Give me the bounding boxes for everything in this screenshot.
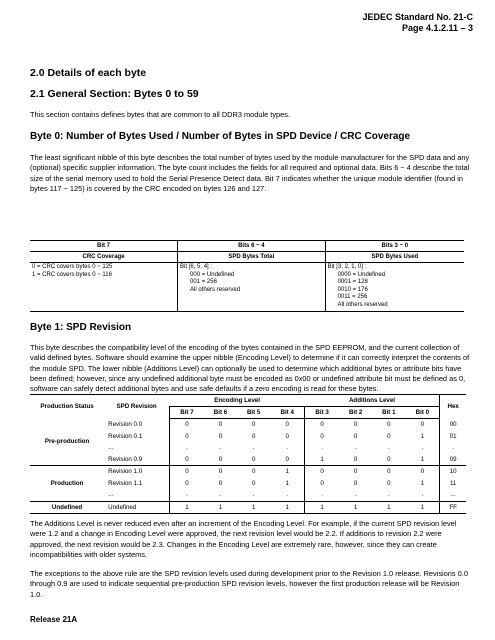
intro-paragraph: This section contains defines bytes that are common to all DDR3 module types. bbox=[30, 110, 291, 119]
header-bit: Bit 4 bbox=[270, 407, 304, 419]
hex-cell: 11 bbox=[440, 478, 466, 490]
bit-cell: . bbox=[204, 489, 237, 501]
section-title: 2.0 Details of each byte bbox=[30, 67, 147, 79]
bit-cell: 0 bbox=[251, 479, 256, 487]
subsection-title: 2.1 General Section: Bytes 0 to 59 bbox=[30, 88, 199, 100]
subheader-spd-bytes-used: SPD Bytes Used bbox=[325, 252, 464, 263]
release-footer: Release 21A bbox=[30, 615, 78, 624]
bit-cell: . bbox=[305, 442, 339, 454]
hex-cell: . bbox=[440, 442, 466, 454]
bit-cell: . bbox=[372, 489, 405, 501]
bit-cell: 0 bbox=[420, 468, 425, 476]
header-bit: Bit 6 bbox=[204, 407, 237, 419]
header-additions-level: Additions Level bbox=[305, 395, 440, 407]
byte1-paragraph: This byte describes the compatibility level of the encoding of the bytes contained in the SPD EEPROM, and the current collection of valid defined bytes. Software should examine the upper nibble (Encoding Level) to determine if it can correctly interpret the contents of the module SPD. The lower nibble (Additions Level) can optionally be used to determine which additional bytes or attribute bits have been defined; however, since any undefined additional byte must be encoded as 0x00 or undefined attribute bit must be defined as 0, software can safely detect additional bytes and use safe defaults if a zero encoding is read for these bytes. bbox=[30, 343, 470, 394]
revision-name: Revision 1.1 bbox=[108, 479, 143, 487]
bit-cell: 0 bbox=[420, 421, 425, 429]
total-line: All others reserved bbox=[190, 286, 241, 293]
bit-cell: 0 bbox=[353, 421, 358, 429]
crc-line: 0 = CRC covers bytes 0 ~ 125 bbox=[32, 264, 113, 270]
header-spd-revision: SPD Revision bbox=[104, 395, 169, 419]
revision-name: ... bbox=[104, 489, 169, 501]
bit-cell: 0 bbox=[285, 421, 289, 429]
crc-coverage-table bbox=[30, 240, 464, 312]
subheader-spd-bytes-total: SPD Bytes Total bbox=[178, 252, 326, 263]
header-bit7: Bit 7 bbox=[30, 241, 178, 252]
header-bits3-0: Bits 3 ~ 0 bbox=[325, 241, 464, 252]
crc-line: 1 = CRC covers bytes 0 ~ 116 bbox=[32, 271, 112, 278]
bit-cell: . bbox=[170, 442, 204, 454]
page-number: Page 4.1.2.11 – 3 bbox=[401, 23, 473, 33]
exceptions-paragraph: The exceptions to the above rule are the SPD revision levels used during development prior to the Revision 1.0 release. Revisions 0.0 through 0.9 are used to indicate sequential pre-production SPD revision levels, however the first production release will be Revision 1.0. bbox=[30, 569, 468, 599]
header-bit: Bit 1 bbox=[372, 407, 405, 419]
bit-cell: . bbox=[421, 444, 424, 452]
header-bit: Bit 5 bbox=[237, 407, 270, 419]
hex-cell: FF bbox=[440, 501, 466, 514]
header-bits6-4: Bits 6 ~ 4 bbox=[178, 241, 326, 252]
bit-cell: 0 bbox=[170, 454, 204, 466]
bit-cell: 0 bbox=[372, 454, 405, 466]
bit-cell: 0 bbox=[251, 421, 256, 429]
header-bit: Bit 3 bbox=[305, 407, 339, 419]
status-pre-production: Pre-production bbox=[30, 419, 104, 466]
bit-cell: 1 bbox=[285, 479, 289, 487]
status-production: Production bbox=[30, 466, 104, 502]
used-line: 0010 = 176 bbox=[337, 286, 368, 293]
byte0-title: Byte 0: Number of Bytes Used / Number of Bytes in SPD Device / CRC Coverage bbox=[30, 131, 411, 142]
bit-cell: . bbox=[270, 489, 304, 501]
spd-bytes-used-cell bbox=[325, 263, 464, 312]
byte0-paragraph: The least significant nibble of this byte describes the total number of bytes used by the module manufacturer for the SPD data and any (optional) specific supplier information. The byte count includes the fields for all required and optional data. Bits 6 ~ 4 describe the total size of the serial memory used to hold the Serial Presence Detect data. Bit 7 indicates whether the unique module identifier (found in bytes 117 ~ 125) is covered by the CRC encoded on bytes 126 and 127. bbox=[30, 153, 470, 193]
revision-name: Revision 0.9 bbox=[104, 454, 169, 466]
revision-name: Revision 0.1 bbox=[108, 432, 143, 440]
byte1-title: Byte 1: SPD Revision bbox=[30, 322, 132, 333]
bit-cell: . bbox=[170, 489, 204, 501]
bit-cell: 1 bbox=[405, 501, 439, 514]
page-header bbox=[362, 12, 473, 34]
header-production-status: Production Status bbox=[30, 395, 104, 419]
subheader-crc-coverage: CRC Coverage bbox=[30, 252, 178, 263]
bit-cell: 1 bbox=[237, 501, 270, 514]
bit-cell: 0 bbox=[305, 478, 339, 490]
bit-cell: 0 bbox=[237, 454, 270, 466]
bit-cell: 0 bbox=[387, 421, 391, 429]
revision-name: Revision 0.0 bbox=[108, 421, 143, 428]
total-line: Bit [6, 5, 4] : bbox=[180, 264, 213, 270]
bit-cell: 0 bbox=[353, 468, 358, 476]
bit-cell: 0 bbox=[353, 432, 358, 440]
bit-cell: 0 bbox=[218, 421, 223, 429]
bit-cell: 0 bbox=[305, 466, 339, 478]
bit-cell: 1 bbox=[372, 501, 405, 514]
bit-cell: 0 bbox=[285, 432, 289, 440]
bit-cell: 1 bbox=[420, 479, 425, 487]
spd-revision-table bbox=[30, 394, 466, 514]
bit-cell: 0 bbox=[387, 479, 391, 487]
bit-cell: 0 bbox=[204, 454, 237, 466]
bit-cell: 0 bbox=[305, 431, 339, 443]
bit-cell: 0 bbox=[353, 479, 358, 487]
bit-cell: 0 bbox=[387, 468, 391, 476]
bit-cell: . bbox=[219, 444, 222, 452]
hex-cell: ... bbox=[440, 489, 466, 501]
bit-cell: 1 bbox=[285, 468, 289, 476]
bit-cell: 0 bbox=[218, 479, 223, 487]
bit-cell: 0 bbox=[251, 468, 256, 476]
header-bit: Bit 2 bbox=[339, 407, 372, 419]
hex-cell: 10 bbox=[440, 466, 466, 478]
total-line: 001 = 256 bbox=[190, 279, 217, 286]
spd-bytes-total-cell bbox=[178, 263, 326, 312]
bit-cell: 0 bbox=[170, 419, 204, 431]
status-undefined: Undefined bbox=[30, 501, 104, 514]
used-line: 0011 = 256 bbox=[337, 294, 368, 301]
header-bit: Bit 0 bbox=[405, 407, 439, 419]
hex-cell: 09 bbox=[440, 454, 466, 466]
bit-cell: . bbox=[237, 489, 270, 501]
bit-cell: 0 bbox=[339, 454, 372, 466]
bit-cell: 0 bbox=[218, 468, 223, 476]
revision-name: Undefined bbox=[104, 501, 169, 514]
bit-cell: . bbox=[339, 489, 372, 501]
bit-cell: 0 bbox=[170, 431, 204, 443]
used-line: 0000 = Undefined bbox=[337, 271, 386, 278]
bit-cell: 1 bbox=[305, 501, 339, 514]
bit-cell: 0 bbox=[305, 419, 339, 431]
additions-level-paragraph: The Additions Level is never reduced even after an increment of the Encoding Level. For example, if the current SPD revision level were 1.2 and a change in Encoding Level were approved, the next revision level would be 2.2. If additions to revision 2.2 were approved, the next revision would be 2.3. Changes in the Encoding Level are extremely rare, however, since they can create incompatibilities with older systems. bbox=[30, 519, 457, 559]
used-line: All others reserved bbox=[337, 301, 388, 308]
standard-number: JEDEC Standard No. 21-C bbox=[362, 12, 473, 22]
bit-cell: . bbox=[252, 444, 255, 452]
hex-cell: 01 bbox=[440, 431, 466, 443]
bit-cell: 0 bbox=[170, 478, 204, 490]
bit-cell: . bbox=[354, 444, 357, 452]
bit-cell: 1 bbox=[339, 501, 372, 514]
bit-cell: 0 bbox=[218, 432, 223, 440]
bit-cell: 1 bbox=[420, 432, 425, 440]
used-line: 0001 = 128 bbox=[337, 279, 368, 286]
bit-cell: 1 bbox=[405, 454, 439, 466]
header-bit: Bit 7 bbox=[170, 407, 204, 419]
bit-cell: . bbox=[305, 489, 339, 501]
bit-cell: . bbox=[387, 444, 390, 452]
crc-coverage-cell bbox=[30, 263, 178, 312]
header-hex: Hex bbox=[440, 395, 466, 419]
bit-cell: 0 bbox=[270, 454, 304, 466]
bit-cell: 1 bbox=[270, 501, 304, 514]
bit-cell: 0 bbox=[251, 432, 256, 440]
header-encoding-level: Encoding Level bbox=[170, 395, 305, 407]
revision-name: ... bbox=[108, 444, 114, 452]
revision-name: Revision 1.0 bbox=[108, 468, 143, 476]
bit-cell: 0 bbox=[170, 466, 204, 478]
bit-cell: 1 bbox=[305, 454, 339, 466]
bit-cell: 0 bbox=[387, 432, 391, 440]
bit-cell: 1 bbox=[204, 501, 237, 514]
bit-cell: . bbox=[405, 489, 439, 501]
total-line: 000 = Undefined bbox=[190, 271, 235, 278]
hex-cell: 00 bbox=[440, 419, 466, 431]
bit-cell: 1 bbox=[170, 501, 204, 514]
bit-cell: . bbox=[286, 444, 289, 452]
used-line: Bit [3, 2, 1, 0] : bbox=[327, 264, 367, 270]
